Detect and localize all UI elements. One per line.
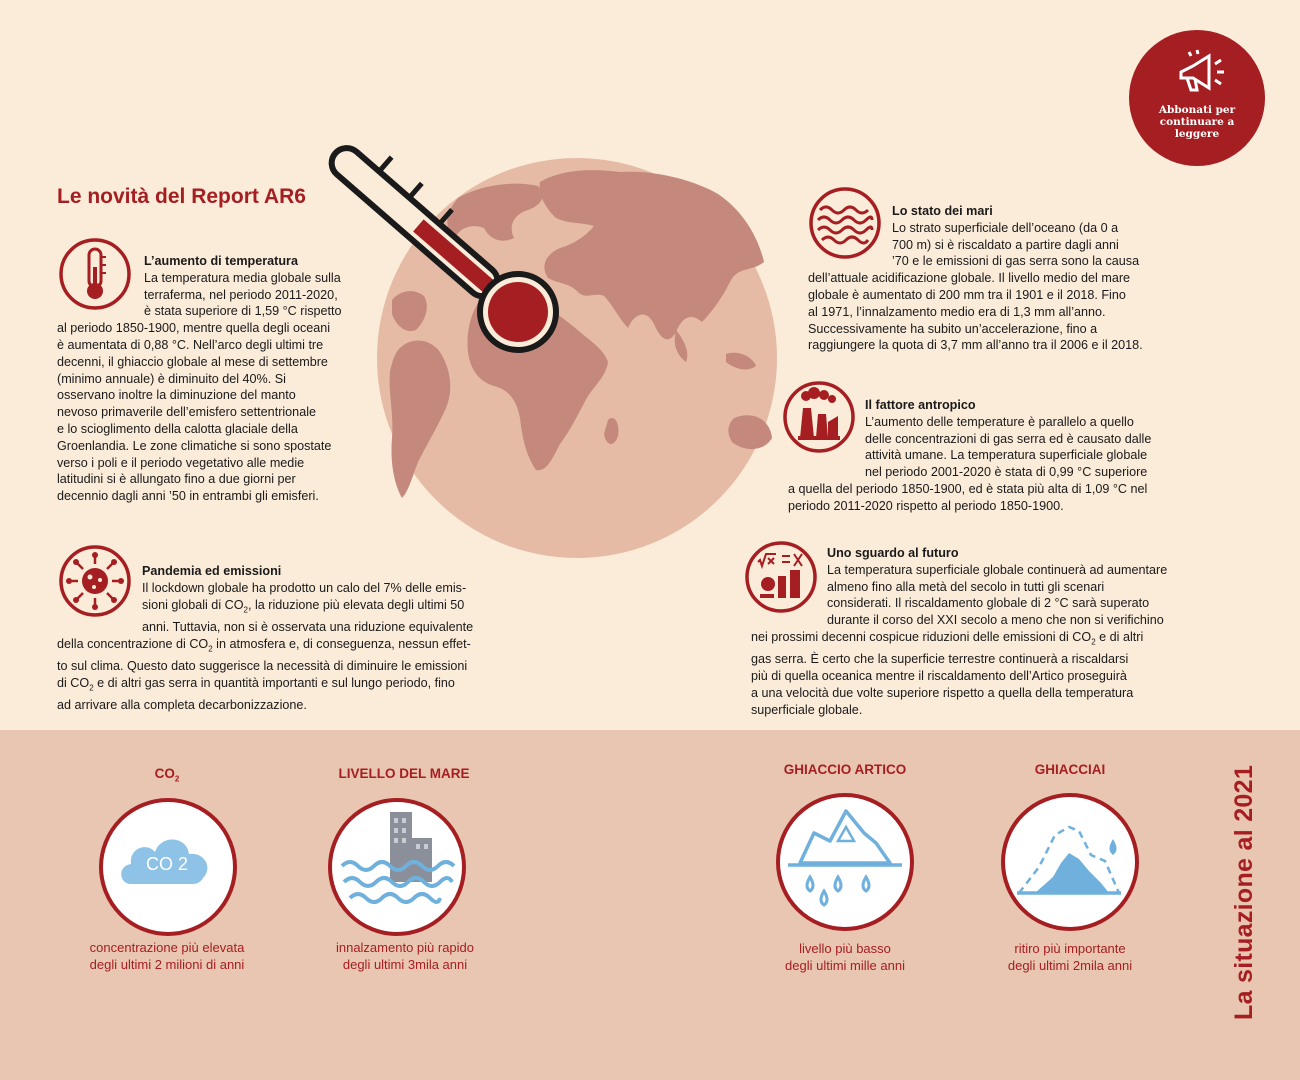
section-pandemia bbox=[57, 563, 517, 714]
text-line: e lo scioglimento della calotta glaciale della bbox=[57, 421, 298, 436]
text-line: verso i poli e il periodo vegetativo alle medie bbox=[57, 455, 305, 470]
section-heading: L’aumento di temperatura bbox=[144, 254, 298, 268]
text-line: to sul clima. Questo dato suggerisce la necessità di diminuire le emissioni bbox=[57, 659, 468, 674]
co2-cloud-icon bbox=[103, 802, 233, 932]
stat-circle-livello-mare bbox=[328, 798, 466, 936]
section-temperatura bbox=[57, 253, 377, 505]
section-heading: Pandemia ed emissioni bbox=[142, 564, 282, 578]
stat-circle-ghiaccio-artico bbox=[776, 793, 914, 931]
text-line: più di quella oceanica mentre il riscaldamento dell’Artico proseguirà bbox=[751, 669, 1127, 684]
stat-caption-livello-mare: innalzamento più rapido degli ultimi 3mila anni bbox=[335, 940, 475, 972]
text-line: Lo strato superficiale dell’oceano (da 0 a bbox=[892, 220, 1119, 235]
section-heading: Uno sguardo al futuro bbox=[827, 546, 959, 560]
text-line: ad arrivare alla completa decarbonizzazione. bbox=[57, 698, 307, 713]
text-line: latitudini si è allungato fino a due giorni per bbox=[57, 472, 296, 487]
text-line: periodo 2011-2020 rispetto al periodo 1850-1900. bbox=[788, 498, 1064, 513]
text-line: nel periodo 2001-2020 è stata di 0,99 °C superiore bbox=[865, 465, 1148, 480]
stat-title-co2: $CO_2$ bbox=[154, 766, 180, 784]
text-line: di $CO_2$ e di altri gas serra in quantità importanti e sul lungo periodo, fino bbox=[57, 675, 455, 693]
text-line: a quella del periodo 1850-1900, ed è stata più alta di 1,09 °C nel bbox=[788, 481, 1148, 496]
flooded-building-icon bbox=[332, 802, 462, 932]
section-heading: Lo stato dei mari bbox=[892, 204, 993, 218]
page-title: Le novità del Report AR6 bbox=[57, 185, 306, 208]
text-line: Il lockdown globale ha prodotto un calo del 7% delle emis- bbox=[142, 580, 467, 595]
text-line: (minimo annuale) è diminuito del 40%. Si bbox=[57, 371, 286, 386]
text-line: nevoso primaverile dell’emisfero settentrionale bbox=[57, 405, 316, 420]
section-futuro bbox=[751, 545, 1211, 718]
text-line: superficiale globale. bbox=[751, 702, 863, 717]
text-line: osservano inoltre la diminuzione del manto bbox=[57, 388, 296, 403]
text-line: anni. Tuttavia, non si è osservata una riduzione equivalente bbox=[142, 619, 474, 634]
text-line: La temperatura superficiale globale continuerà ad aumentare bbox=[827, 562, 1168, 577]
subscribe-badge[interactable] bbox=[1129, 30, 1265, 166]
text-line: attività umane. La temperatura superficiale globale bbox=[865, 448, 1148, 463]
section-mari bbox=[808, 203, 1198, 354]
text-line: al 1971, l’innalzamento medio era di 1,3 mm all’anno. bbox=[808, 304, 1106, 319]
text-line: dell’attuale acidificazione globale. Il livello medio del mare bbox=[808, 271, 1131, 286]
iceberg-icon bbox=[780, 797, 910, 927]
text-line: decenni, il ghiaccio globale al mese di settembre bbox=[57, 354, 328, 369]
stat-caption-co2: concentrazione più elevata degli ultimi 2 milioni di anni bbox=[89, 940, 245, 972]
text-line: globale è aumentato di 200 mm tra il 1901 e il 2018. Fino bbox=[808, 287, 1126, 302]
co2-icon-label: CO 2 bbox=[145, 854, 189, 874]
stat-title-ghiacciai: GHIACCIAI bbox=[1034, 762, 1106, 777]
section-antropico bbox=[788, 397, 1198, 515]
text-line: al periodo 1850-1900, mentre quella degli oceani bbox=[57, 321, 331, 336]
text-line: della concentrazione di $CO_2$ in atmosfera e, di conseguenza, nessun effet- bbox=[57, 636, 471, 654]
stat-circle-ghiacciai bbox=[1001, 793, 1139, 931]
stat-title-ghiaccio-artico: GHIACCIO ARTICO bbox=[783, 762, 907, 777]
text-line: gas serra. È certo che la superficie terrestre continuerà a riscaldarsi bbox=[751, 652, 1129, 667]
text-line: L’aumento delle temperature è parallelo a quello bbox=[865, 414, 1134, 429]
text-line: è stata superiore di 1,59 °C rispetto bbox=[144, 304, 342, 319]
stat-caption-ghiaccio-artico: livello più basso degli ultimi mille anni bbox=[785, 941, 905, 973]
stat-circle-co2 bbox=[99, 798, 237, 936]
text-line: Successivamente ha subito un’accelerazione, fino a bbox=[808, 321, 1098, 336]
megaphone-icon bbox=[1171, 44, 1227, 100]
text-line: La temperatura media globale sulla bbox=[144, 270, 341, 285]
text-line: nei prossimi decenni cospicue riduzioni delle emissioni di $CO_2$ e di altri bbox=[751, 629, 1144, 647]
text-line: almeno fino alla metà del secolo in tutti gli scenari bbox=[827, 579, 1105, 594]
text-line: considerati. Il riscaldamento globale di 2 °C sarà superato bbox=[827, 596, 1150, 611]
text-line: Groenlandia. Le zone climatiche si sono spostate bbox=[57, 438, 332, 453]
text-line: è aumentata di 0,88 °C. Nell’arco degli ultimi tre bbox=[57, 337, 324, 352]
glacier-icon bbox=[1005, 797, 1135, 927]
text-line: terraferma, nel periodo 2011-2020, bbox=[144, 287, 338, 302]
text-line: 700 m) si è riscaldato a partire dagli anni bbox=[892, 237, 1119, 252]
subscribe-text: Abbonati per continuare a leggere bbox=[1158, 104, 1236, 140]
text-line: decennio dagli anni ’50 in entrambi gli emisferi. bbox=[57, 489, 319, 504]
text-line: raggiungere la quota di 3,7 mm all’anno tra il 2006 e il 2018. bbox=[808, 338, 1143, 353]
text-line: a una velocità due volte superiore rispetto a quella della temperatura bbox=[751, 685, 1134, 700]
text-line: sioni globali di $CO_2$, la riduzione più elevata degli ultimi 50 bbox=[142, 597, 465, 615]
stat-caption-ghiacciai: ritiro più importante degli ultimi 2mila anni bbox=[1007, 941, 1133, 973]
text-line: ’70 e le emissioni di gas serra sono la causa bbox=[892, 254, 1140, 269]
situazione-label: La situazione al 2021 bbox=[1230, 764, 1258, 1020]
stat-title-livello-mare: LIVELLO DEL MARE bbox=[338, 766, 470, 781]
section-heading: Il fattore antropico bbox=[865, 398, 976, 412]
text-line: delle concentrazioni di gas serra ed è causato dalle bbox=[865, 431, 1152, 446]
text-line: durante il corso del XXI secolo a meno che non si verifichino bbox=[827, 613, 1164, 628]
